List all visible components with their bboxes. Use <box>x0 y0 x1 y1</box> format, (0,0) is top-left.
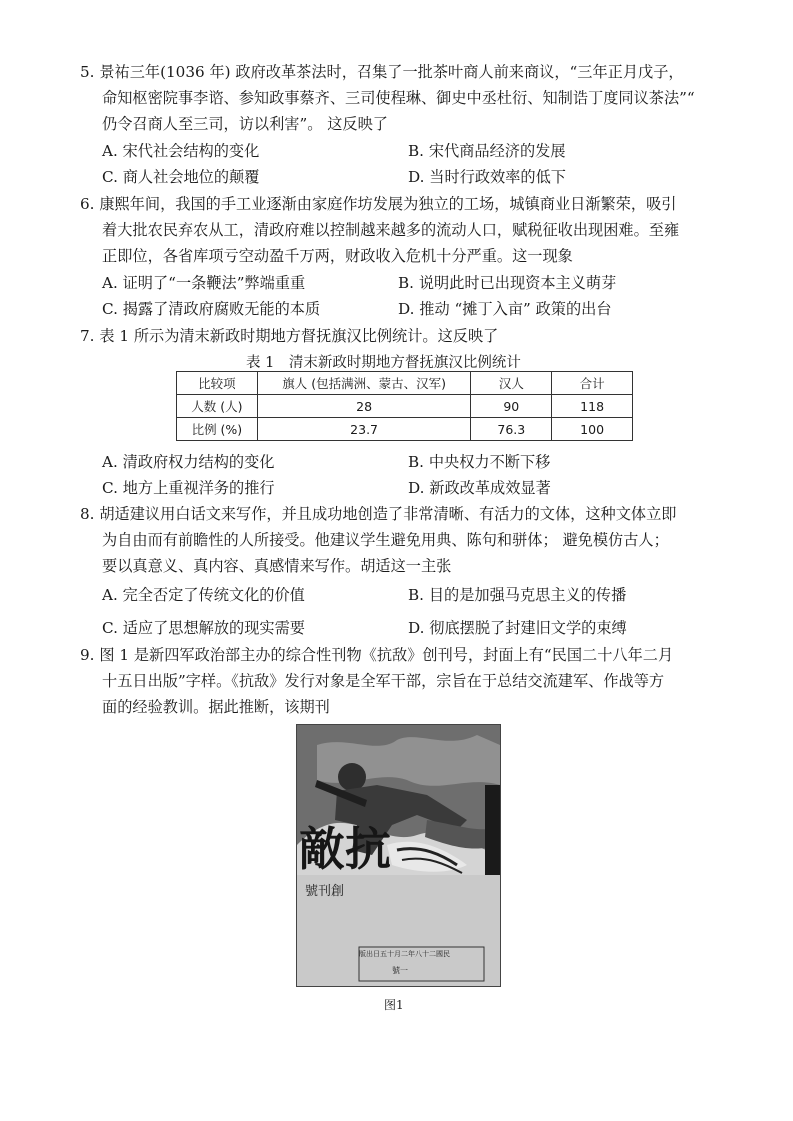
q7-line-1: 7. 表 1 所示为清末新政时期地方督抚旗汉比例统计。这反映了 <box>80 327 499 345</box>
q5-line-1: 5. 景祐三年(1036 年) 政府改革茶法时，召集了一批茶叶商人前来商议，“三年正月戊子， <box>80 63 684 81</box>
q5-option-d[interactable]: D. 当时行政效率的低下 <box>408 168 566 186</box>
figure-caption: 图1 <box>384 998 404 1012</box>
q7-option-b[interactable]: B. 中央权力不断下移 <box>408 453 551 471</box>
cover-date-line: 版出日五十月二年八十二國民 <box>359 950 450 958</box>
q8-option-c[interactable]: C. 适应了思想解放的现实需要 <box>102 619 305 637</box>
q9-line-2: 十五日出版”字样。《抗敌》发行对象是全军干部，宗旨在于总结交流建军、作战等方 <box>102 672 665 690</box>
table-cell: 28 <box>257 395 471 418</box>
table-cell: 76.3 <box>471 418 552 441</box>
q5-line-3: 仍令召商人至三司，访以利害”。 这反映了 <box>102 115 388 133</box>
q7-option-a[interactable]: A. 清政府权力结构的变化 <box>102 453 275 471</box>
ratio-table <box>176 371 633 441</box>
q5-line-2: 命知枢密院事李谘、参知政事蔡齐、三司使程琳、御史中丞杜衍、知制诰丁度同议茶法”“ <box>102 89 695 107</box>
q9-line-3: 面的经验教训。据此推断，该期刊 <box>102 698 330 716</box>
cover-corner-text: 號一 <box>392 966 408 975</box>
q6-option-c[interactable]: C. 揭露了清政府腐败无能的本质 <box>102 300 321 318</box>
q8-line-1: 8. 胡适建议用白话文来写作，并且成功地创造了非常清晰、有活力的文体，这种文体立即 <box>80 505 677 523</box>
table-header-cell: 汉人 <box>471 372 552 395</box>
q8-option-d[interactable]: D. 彻底摆脱了封建旧文学的束缚 <box>408 619 627 637</box>
table-row <box>177 418 633 441</box>
table-cell: 100 <box>552 418 633 441</box>
table-header-cell: 合计 <box>552 372 633 395</box>
q5-option-c[interactable]: C. 商人社会地位的颠覆 <box>102 168 260 186</box>
table-cell: 90 <box>471 395 552 418</box>
q5-option-b[interactable]: B. 宋代商品经济的发展 <box>408 142 566 160</box>
q6-option-b[interactable]: B. 说明此时已出现资本主义萌芽 <box>398 274 617 292</box>
table-cell: 118 <box>552 395 633 418</box>
table-caption: 表 1 清末新政时期地方督抚旗汉比例统计 <box>246 355 521 371</box>
table-cell: 23.7 <box>257 418 471 441</box>
q8-line-2: 为自由而有前瞻性的人所接受。他建议学生避免用典、陈句和骈体； 避免模仿古人； <box>102 531 669 549</box>
table-header-row <box>177 372 633 395</box>
table-header-cell: 旗人 (包括满洲、蒙古、汉军) <box>257 372 471 395</box>
q9-line-1: 9. 图 1 是新四军政治部主办的综合性刊物《抗敌》创刊号，封面上有“民国二十八年二月 <box>80 646 674 664</box>
q7-option-c[interactable]: C. 地方上重视洋务的推行 <box>102 479 275 497</box>
table-row <box>177 395 633 418</box>
q6-option-a[interactable]: A. 证明了“一条鞭法”弊端重重 <box>102 274 306 292</box>
cover-title: 敵抗 <box>299 822 391 876</box>
q8-option-a[interactable]: A. 完全否定了传统文化的价值 <box>102 586 305 604</box>
q6-line-3: 正即位，各省库项亏空动盈千万两，财政收入危机十分严重。这一现象 <box>102 247 573 265</box>
q5-option-a[interactable]: A. 宋代社会结构的变化 <box>102 142 260 160</box>
q8-option-b[interactable]: B. 目的是加强马克思主义的传播 <box>408 586 627 604</box>
table-cell: 比例 (%) <box>177 418 258 441</box>
q7-option-d[interactable]: D. 新政改革成效显著 <box>408 479 551 497</box>
table-cell: 人数 (人) <box>177 395 258 418</box>
table-header-cell: 比较项 <box>177 372 258 395</box>
q6-line-1: 6. 康熙年间，我国的手工业逐渐由家庭作坊发展为独立的工场，城镇商业日渐繁荣，吸引 <box>80 195 677 213</box>
q6-option-d[interactable]: D. 推动 “摊丁入亩” 政策的出台 <box>398 300 612 318</box>
cover-illustration <box>297 725 500 986</box>
magazine-cover-image <box>296 724 501 987</box>
q8-line-3: 要以真意义、真内容、真感情来写作。胡适这一主张 <box>102 557 452 575</box>
q6-line-2: 着大批农民弃农从工，清政府难以控制越来越多的流动人口，赋税征收出现困难。至雍 <box>102 221 680 239</box>
cover-subtitle: 號刊創 <box>305 884 345 899</box>
